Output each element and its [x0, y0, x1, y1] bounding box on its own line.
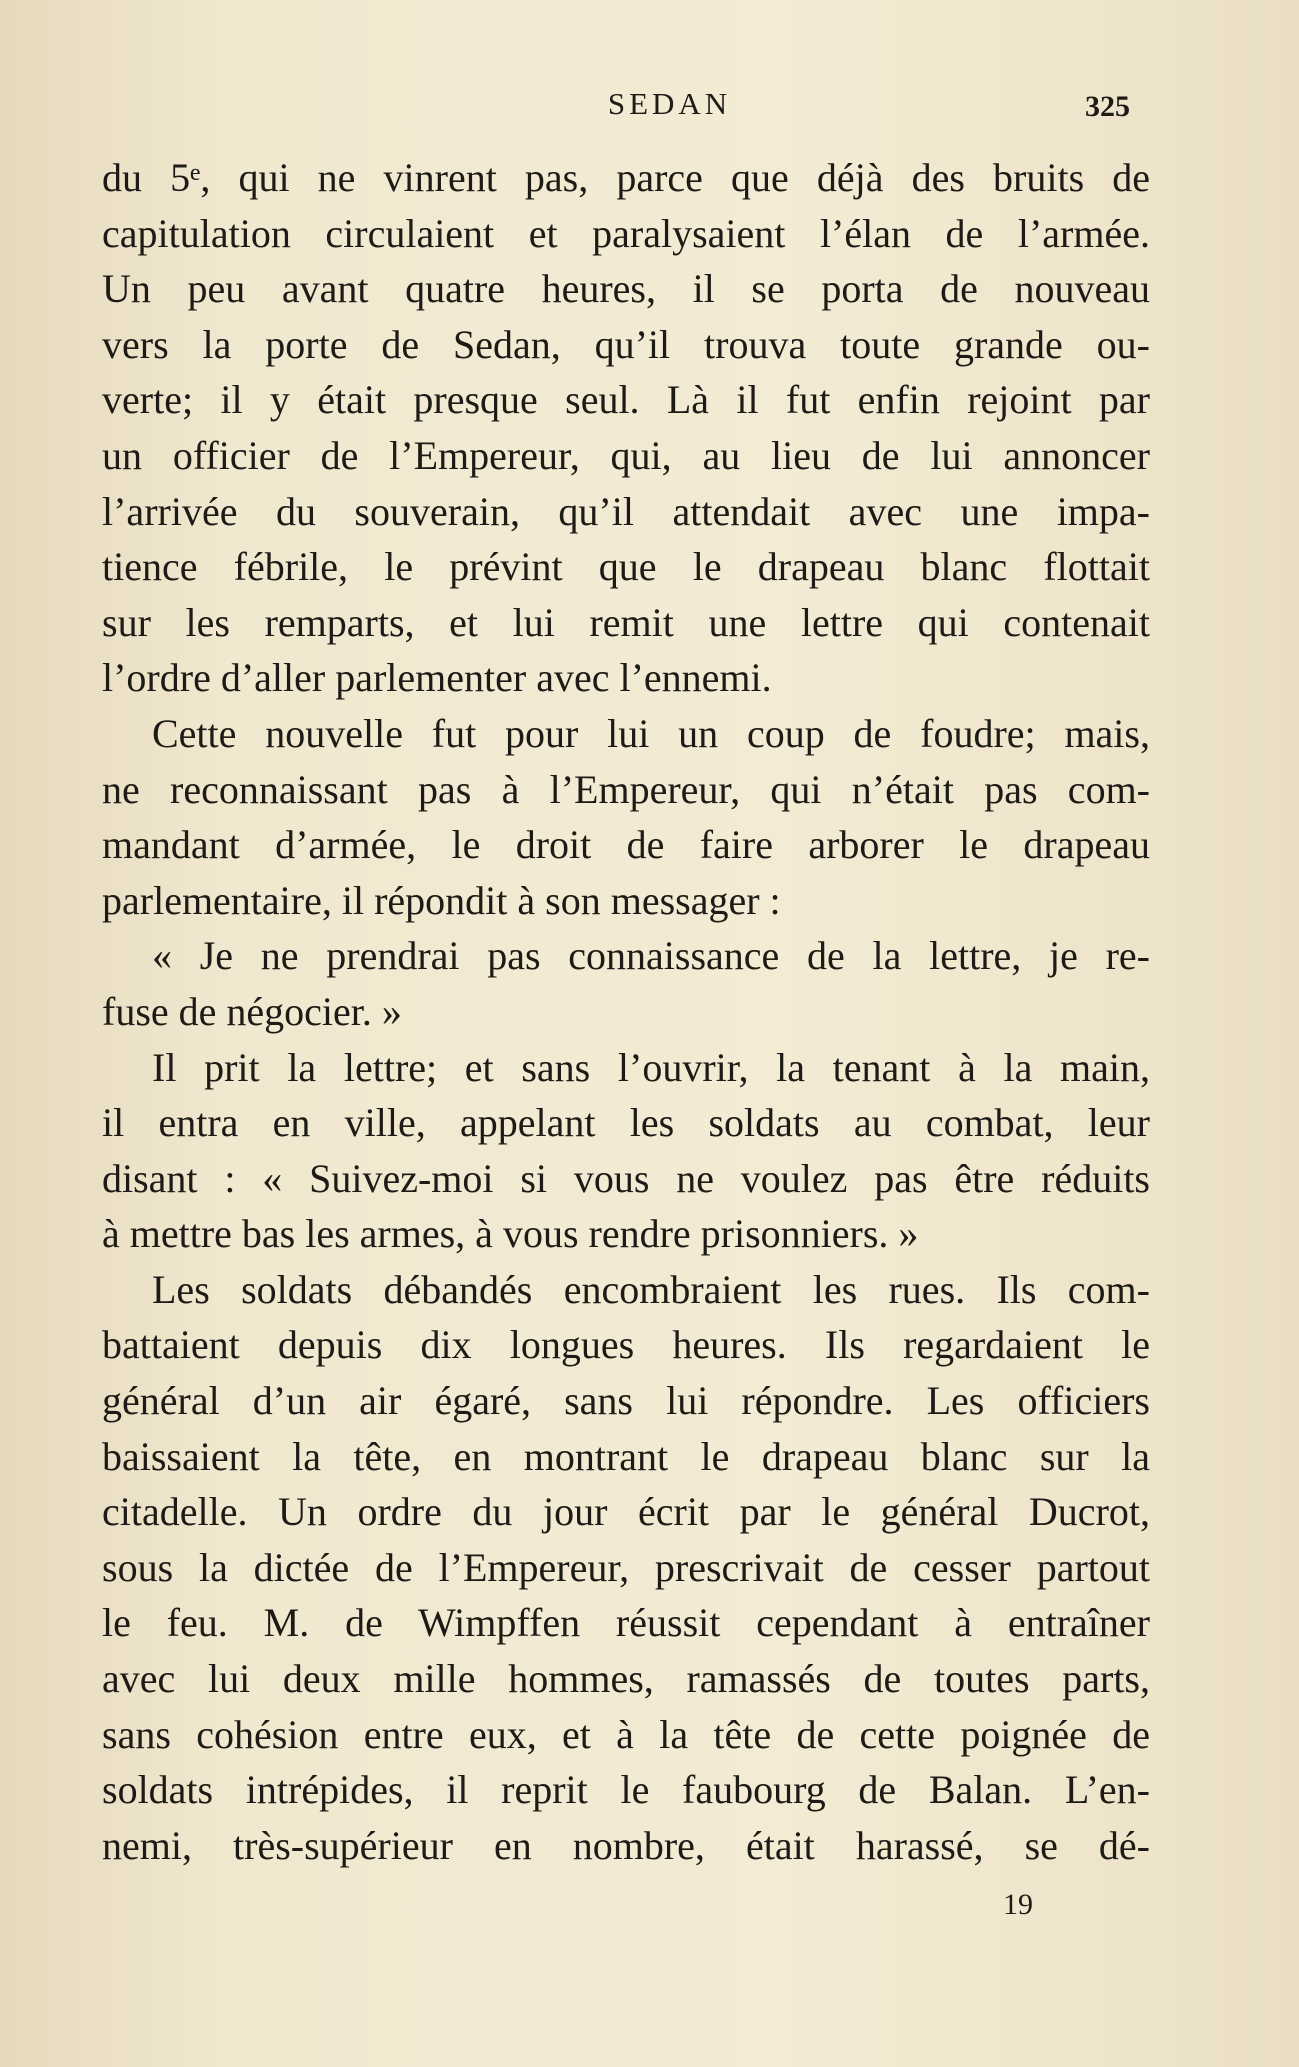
text-line: Il prit la lettre; et sans l’ouvrir, la tenant à la main,: [152, 1044, 1150, 1090]
text-line: verte; il y était presque seul. Là il fut enfin rejoint par: [102, 377, 1150, 423]
text-line: fuse de négocier. »: [102, 988, 402, 1034]
text-line: le feu. M. de Wimpffen réussit cependant à entraîner: [102, 1600, 1150, 1646]
running-title: SEDAN: [607, 86, 732, 121]
text-line: sur les remparts, et lui remit une lettre qui contenait: [102, 599, 1150, 645]
text-line: ne reconnaissant pas à l’Empereur, qui n’était pas com-: [102, 766, 1150, 812]
text-line: tience fébrile, le prévint que le drapeau blanc flottait: [102, 544, 1150, 590]
text-line: parlementaire, il répondit à son messager :: [102, 877, 781, 923]
text-line: Cette nouvelle fut pour lui un coup de foudre; mais,: [152, 710, 1150, 756]
page-number: 325: [1085, 90, 1130, 123]
signature-mark: 19: [1003, 1888, 1033, 1921]
text-line: avec lui deux mille hommes, ramassés de toutes parts,: [102, 1656, 1150, 1702]
running-header: [0, 80, 1299, 140]
text-line: l’arrivée du souverain, qu’il attendait avec une impa-: [102, 488, 1150, 534]
text-line: à mettre bas les armes, à vous rendre prisonniers. »: [102, 1211, 919, 1257]
text-line: baissaient la tête, en montrant le drapeau blanc sur la: [102, 1433, 1150, 1479]
text-line: vers la porte de Sedan, qu’il trouva toute grande ou-: [102, 321, 1150, 367]
body-text: [102, 150, 1150, 1873]
text-line: mandant d’armée, le droit de faire arborer le drapeau: [102, 822, 1150, 868]
text-line: l’ordre d’aller parlementer avec l’ennemi.: [102, 655, 772, 701]
text-line: Un peu avant quatre heures, il se porta de nouveau: [102, 266, 1150, 312]
text-line: il entra en ville, appelant les soldats au combat, leur: [102, 1100, 1150, 1146]
text-line: un officier de l’Empereur, qui, au lieu de lui annoncer: [102, 432, 1150, 478]
text-line: disant : « Suivez-moi si vous ne voulez pas être réduits: [102, 1155, 1150, 1201]
text-line: sans cohésion entre eux, et à la tête de cette poignée de: [102, 1711, 1150, 1757]
text-line: sous la dictée de l’Empereur, prescrivait de cesser partout: [102, 1544, 1150, 1590]
text-line: citadelle. Un ordre du jour écrit par le général Ducrot,: [102, 1489, 1150, 1535]
text-line: capitulation circulaient et paralysaient l’élan de l’armée.: [102, 210, 1150, 256]
text-line: nemi, très-supérieur en nombre, était harassé, se dé-: [102, 1822, 1150, 1868]
text-line: « Je ne prendrai pas connaissance de la lettre, je re-: [152, 933, 1150, 979]
text-line: battaient depuis dix longues heures. Ils regardaient le: [102, 1322, 1150, 1368]
text-line: du 5ᵉ, qui ne vinrent pas, parce que déjà des bruits de: [102, 155, 1150, 200]
text-line: soldats intrépides, il reprit le faubourg de Balan. L’en-: [102, 1767, 1150, 1813]
text-line: Les soldats débandés encombraient les rues. Ils com-: [152, 1266, 1150, 1312]
text-line: général d’un air égaré, sans lui répondre. Les officiers: [102, 1378, 1150, 1424]
